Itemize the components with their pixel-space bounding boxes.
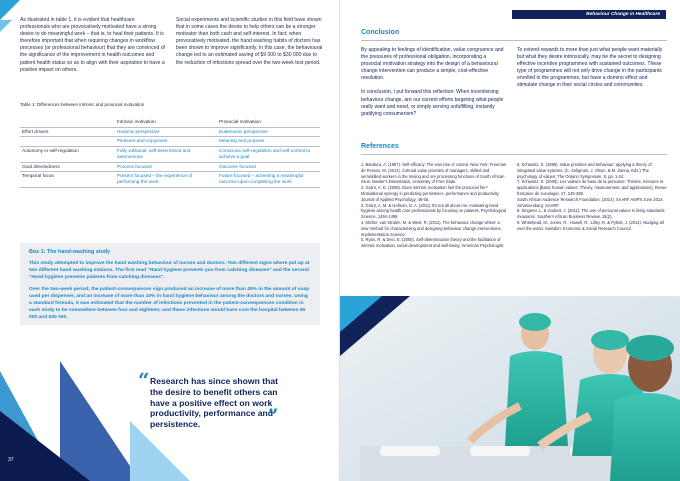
references-heading: References bbox=[361, 143, 399, 150]
quote-close-icon: ” bbox=[267, 404, 279, 428]
table-row bbox=[20, 162, 320, 172]
decorative-triangle bbox=[340, 296, 382, 332]
conclusion-heading: Conclusion bbox=[361, 29, 400, 36]
conclusion-column-2 bbox=[517, 47, 667, 97]
table-title: Table 1: Differences between intrinsic and prosocial motivation bbox=[20, 102, 145, 107]
table-header-cell: Prosocial motivation bbox=[217, 118, 320, 127]
conclusion-paragraph: By appealing to feelings of identification, value congruence and the pressures of professional obligation, incorporating a prosocial motivation strategy into the design of a behavioural change intervention can produce a simple, cost-effective resolution. bbox=[361, 47, 504, 82]
table-cell: Hedonic perspective bbox=[115, 127, 217, 137]
section-header-tag: Behaviour Change in Healthcare bbox=[512, 10, 666, 19]
pull-quote: Research has since shown that the desire to benefit others can have a positive effect on work productivity, performance and persistence. bbox=[150, 376, 278, 430]
table-cell: Effort drivers bbox=[20, 127, 115, 137]
quote-open-icon: “ bbox=[138, 368, 150, 392]
table-cell: Meaning and purpose bbox=[217, 137, 320, 147]
table-row bbox=[20, 137, 320, 147]
reference-item: 3. Grant, A. M. & Hofman, D. A. (2011).It's not all about me: motivating hand hygiene among health care professionals by focusing on patients, Psychological Science, 1494-1499. bbox=[361, 202, 506, 220]
table-row bbox=[20, 146, 320, 162]
reference-item: 5. Ryan, R. & Deci, E. (2000). Self-determination theory and the facilitation of intrinsic motivation, social development and well-being. American Psychologist. bbox=[361, 237, 505, 249]
hand-washing-box bbox=[20, 243, 320, 325]
table-cell: Process focused bbox=[115, 162, 217, 172]
table-header-cell bbox=[20, 118, 115, 127]
reference-item: 8. Singerer, L. & Joubert, J. (2011). The use of personal values in living standards measures. Southern African Business Review, 15(2). bbox=[517, 208, 665, 220]
references-column-1 bbox=[361, 162, 507, 249]
reference-item: 1. Bandura, A. (1997). Self-efficacy: The exercise of control. New York: Freeman de Pessos, M. (2014). Cultural value priorities of managers, skilled and semiskilled workers in the mining and ore processing functions of South African mine, Master's Dissertation, University of Free State. bbox=[361, 162, 507, 185]
table-cell bbox=[20, 137, 115, 147]
conclusion-column-1 bbox=[361, 47, 507, 125]
reference-item: South African Audience Research Foundation. (2014). SAARF AMPS June 2014. Johannesburg: SAARF. bbox=[517, 196, 664, 208]
box-paragraph: Over the two-week period, the patient-consequences sign produced an increase of more than 45% in the amount of soap used per dispenser, and an increase of more than 10% in hand hygiene behaviour among the doctors and nurses. Using a standard formula, it was estimated that the number of infections prevented in the patient-consequences condition in each study to be somewhere between four and eighteen; and these infections would have cost the hospital between $9 000 and $30 000. bbox=[29, 287, 310, 320]
body-column-2: Social experiments and scientific studies in this field have shown that in some cases the desire to help others can be a stronger motivator than both cash and self-interest. In fact, when provocatively motivated, the hand washing habits of doctors has been shown to improve significantly. In this case, the behavioural change led to an estimated saving of $9 000 to $30 000 due to the reduction of infections spread over the two-week test period. bbox=[176, 17, 323, 66]
table-cell: Goal directedness bbox=[20, 162, 115, 172]
decorative-triangle bbox=[0, 411, 90, 481]
reference-item: 4. Michie, van Stralen, M. & West, R. (2011). The behaviour change wheel: a new method for characterising and designing behaviour change interventions, Implementation Science. bbox=[361, 219, 502, 237]
table-cell: Fully volitional, self-determined and autonomous bbox=[115, 146, 217, 162]
table-header-row bbox=[20, 118, 320, 127]
box-title: Box 1: The hand-washing study bbox=[29, 249, 111, 255]
conclusion-paragraph: To extend rewards to more than just what people want materially but what they desire intrinsically, may be the secret to designing effective incentive programmes with sustained outcomes. These type of programmes will not only drive change in the participants enrolled in the programmes, but have a domino effect and stimulate change in their social circles and communities. bbox=[517, 47, 663, 89]
divider bbox=[361, 154, 667, 155]
table-cell: Future focused – achieving a meaningful outcome upon completing the work bbox=[217, 172, 320, 188]
motivation-table bbox=[20, 118, 320, 188]
page-number: 37 bbox=[8, 457, 14, 463]
reference-item: 6. Schwartz, S. (1996). Value priorities and behaviour: applying a theory of integrated value systems, (C. Seligman, J. Olson, & M. Zanna, Eds.) The psychology of values: The Ontario Symposium, 8, pp. 1-24. bbox=[517, 162, 652, 179]
box-paragraph: This study attempted to improve the hand washing behaviour of nurses and doctors. Two different signs where put up at two different hand washing stations. The first read "Hand hygiene prevents you from catching diseases" and the second "Hand hygiene prevents patients from catching diseases". bbox=[29, 261, 310, 280]
body-column-1: As illustrated in table 1, it is evident that healthcare professionals who are provocatively motivated have a strong desire to do meaningful work – that is, to heal their patients. It is therefore important that when requiring changes in workflow processes (or professional behaviour) that they are convinced of the significance of the improvement in health outcomes and patient health status so as to align with their aspiration to have a positive impact on others. bbox=[20, 17, 165, 73]
decorative-triangle bbox=[0, 0, 20, 20]
table-cell: Autonomy in self-regulation bbox=[20, 146, 115, 162]
reference-item: 2. Grant, A. D. (2008). Does intrinsic motivation fuel the prosocial fire? Motivational synergy in predicting persistence, performance and productivity. Journal of Applied Psychology, 48-58. bbox=[361, 185, 500, 202]
decorative-triangle bbox=[0, 20, 12, 32]
table-cell: Temporal focus bbox=[20, 172, 115, 188]
table-cell: Conscious self-regulation and self-control to achieve a goal bbox=[217, 146, 320, 162]
conclusion-paragraph: In conclusion, I put forward this reflection: When incentivising behaviour change, are our current efforts targeting what people really want and need, or simply serving unfulfilling, instantly gratifying consumerism? bbox=[361, 89, 504, 117]
table-header-cell: Intrinsic motivation bbox=[115, 118, 217, 127]
reference-item: 7. Schwartz, S. (2006). Les valeurs de base de la personne: Théorie, mesures et applications [Basic human values: Theory, measurement, and applications]. Revue française de sociologie, 47, 249-288. bbox=[517, 179, 667, 196]
right-page bbox=[340, 0, 680, 481]
table-row bbox=[20, 172, 320, 188]
table-cell: Present focused – the experience of performing the work bbox=[115, 172, 217, 188]
table-cell: Outcome focused bbox=[217, 162, 320, 172]
table-cell: Pleasure and enjoyment bbox=[115, 137, 217, 147]
decorative-triangle bbox=[130, 421, 190, 481]
references-column-2 bbox=[517, 162, 667, 232]
table-cell: Eudemonic perspective bbox=[217, 127, 320, 137]
reference-item: 9. Whitehead, M., Jones, R., Howell, R., Lilley, R. & Pykett, J. (2014). Nudging all over the world. Swindon: Economic & Social Research Council. bbox=[517, 219, 664, 231]
divider bbox=[361, 40, 667, 41]
table-row bbox=[20, 127, 320, 137]
